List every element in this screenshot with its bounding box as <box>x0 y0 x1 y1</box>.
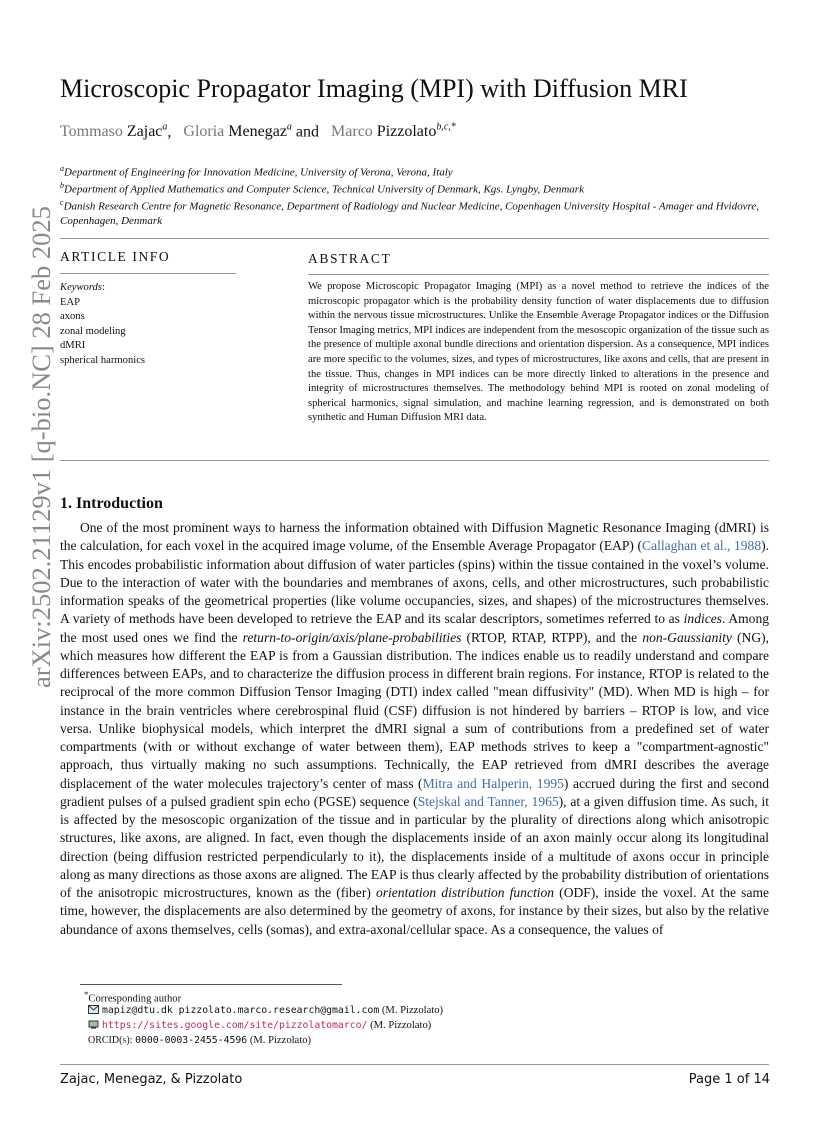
arxiv-id: arXiv:2502.21129v1 [q-bio.NC] 28 Feb 2025 <box>26 206 56 688</box>
citation-link[interactable]: Callaghan et al., 1988 <box>642 538 762 554</box>
envelope-icon <box>88 1005 99 1014</box>
article-info-rule <box>60 273 236 274</box>
abstract-rule <box>308 274 769 275</box>
keyword-item: zonal modeling <box>60 325 126 337</box>
article-info-heading: ARTICLE INFO <box>60 249 171 264</box>
email-link[interactable]: mapiz@dtu.dk pizzolato.marco.research@gmail.com <box>102 1005 380 1016</box>
keyword-item: EAP <box>60 296 81 308</box>
footnote-rule <box>80 984 342 985</box>
section-heading-introduction: 1. Introduction <box>60 495 163 512</box>
author-1[interactable]: Tommaso Zajac$^a$ <box>60 122 168 141</box>
keyword-item: spherical harmonics <box>60 354 146 366</box>
footer-authors: Zajac, Menegaz, & Pizzolato <box>60 1072 243 1087</box>
author-2[interactable]: Gloria Menegaz$^a$ <box>183 122 292 141</box>
keyword-item: dMRI <box>60 340 86 352</box>
affiliation-a: $^a$Department of Engineering for Innovation Medicine, University of Verona, Verona, Italy <box>60 164 453 179</box>
keyword-item: axons <box>60 311 85 323</box>
footnote-url: https://sites.google.com/site/pizzolatomarco/ (M. Pizzolato) <box>88 1018 431 1033</box>
orcid-id[interactable]: 0000-0003-2455-4596 <box>135 1035 248 1046</box>
author-list: Tommaso Zajac$^a$, Gloria Menegaz$^a$ and Marco Pizzolato$^{b,c,*}$ <box>60 122 456 141</box>
affiliation-c: $^c$Danish Research Centre for Magnetic Resonance, Department of Radiology and Nuclear Medicine, Copenhagen University Hospital - Amager and Hvidovre, Copenhagen, Denmark <box>60 198 759 227</box>
citation-link[interactable]: Mitra and Halperin, 1995 <box>422 775 564 791</box>
paper-title: Microscopic Propagator Imaging (MPI) with Diffusion MRI <box>60 74 688 103</box>
footnote-corresponding: *Corresponding author <box>84 989 182 1005</box>
footnote-orcid: ORCID(s): 0000-0003-2455-4596 (M. Pizzolato) <box>88 1035 312 1046</box>
keywords-block: Keywords: EAP axons zonal modeling dMRI spherical harmonics <box>60 281 145 369</box>
abstract-text: We propose Microscopic Propagator Imaging (MPI) as a novel method to retrieve the indices of the microscopic propagator which is the probability density function of water displacements due to diffusion within the nervous tissue microstructures. Unlike the Ensemble Average Propagator indices or the Diffusion Tensor Imaging metrics, MPI indices are independent from the mesoscopic organization of the tissue such as the presence of multiple axonal bundle directions and orientation dispersion. As a consequence, MPI indices are more specific to the volumes, sizes, and types of microstructures, like axons and cells, that are present in the tissue. Thus, changes in MPI indices can be more directly linked to alterations in the presence and integrity of microstructures themselves. The methodology behind MPI is rooted on zonal modeling of spherical harmonics, signal simulation, and machine learning regression, and is demonstrated on both synthetic and Human Diffusion MRI data. <box>308 281 769 424</box>
citation-link[interactable]: Stejskal and Tanner, 1965 <box>417 793 559 809</box>
homepage-link[interactable]: https://sites.google.com/site/pizzolatomarco/ <box>102 1020 368 1031</box>
affiliation-b: $^b$Department of Applied Mathematics and Computer Science, Technical University of Denmark, Kgs. Lyngby, Denmark <box>60 181 584 196</box>
page-number: Page 1 of 14 <box>688 1072 770 1087</box>
introduction-paragraph: One of the most prominent ways to harness the information obtained with Diffusion Magnetic Resonance Imaging (dMRI) is the calculation, for each voxel in the acquired image volume, of the Ensemble Average Propagator (EAP) (Callaghan et al., 1988). This encodes probabilistic information about diffusion of water particles (spins) within the tissue contained in the voxel’s volume. Due to the interaction of water with the boundaries and membranes of axons, cells, and other microstructures, such probabilistic information speaks of the geometrical properties (like volume occupancies, sizes, and shapes) of the microstructures themselves. A variety of methods have been developed to retrieve the EAP and its scalar descriptors, sometimes referred to as indices. Among the most used ones we find the return-to-origin/axis/plane-probabilities (RTOP, RTAP, RTPP), and the non-Gaussianity (NG), which measures how different the EAP is from a Gaussian distribution. The indices enable us to readily understand and compare differences between EAPs, and to characterize the diffusion process in different brain regions. For instance, RTOP is related to the reciprocal of the more common Diffusion Tensor Imaging (DTI) index called "mean diffusivity" (MD). When MD is high – for instance in the brain ventricles where cerebrospinal fluid (CSF) diffusion is not hindered by barriers – RTOP is low, and vice versa. Unlike biophysical models, which interpret the dMRI signal a sum of contributions from a predefined set of water compartments (with or without exchange of water between them), EAP methods strives to keep a "compartment-agnostic" approach, thus virtually making no such assumptions. Technically, the EAP retrieved from dMRI describes the average displacement of the water molecules trajectory’s center of mass (Mitra and Halperin, 1995) accrued during the first and second gradient pulses of a pulsed gradient spin echo (PGSE) sequence (Stejskal and Tanner, 1965), at a given diffusion time. As such, it is affected by the mesoscopic organization of the tissue and in particular by the plurality of directions along which anisotropic structures, like axons, are aligned. In fact, even though the displacements inside of an axon mainly occur along its longitudinal direction (being diffusion restricted perpendicularly to it), the displacements inside of a multitude of axons occur in principle along as many directions as those axons are aligned. The EAP is thus clearly affected by the probability distribution of orientations of the anisotropic microstructures, known as the (fiber) orientation distribution function (ODF), inside the voxel. At the same time, however, the displacements are also determined by the geometry of axons, for instance by their sizes, but also by the relative abundance of axons themselves, cells (somas), and extra-axonal/cellular space. As a consequence, the values of <box>60 520 770 937</box>
footnote-email: mapiz@dtu.dk pizzolato.marco.research@gmail.com (M. Pizzolato) <box>88 1003 443 1018</box>
author-3[interactable]: Marco Pizzolato$^{b,c,*}$ <box>331 122 456 141</box>
header-rule <box>60 238 769 239</box>
abstract-heading: ABSTRACT <box>308 251 392 266</box>
keywords-label: Keywords <box>60 282 102 293</box>
abstract-end-rule <box>60 460 769 461</box>
home-icon <box>88 1020 99 1029</box>
footer-rule <box>60 1064 769 1065</box>
